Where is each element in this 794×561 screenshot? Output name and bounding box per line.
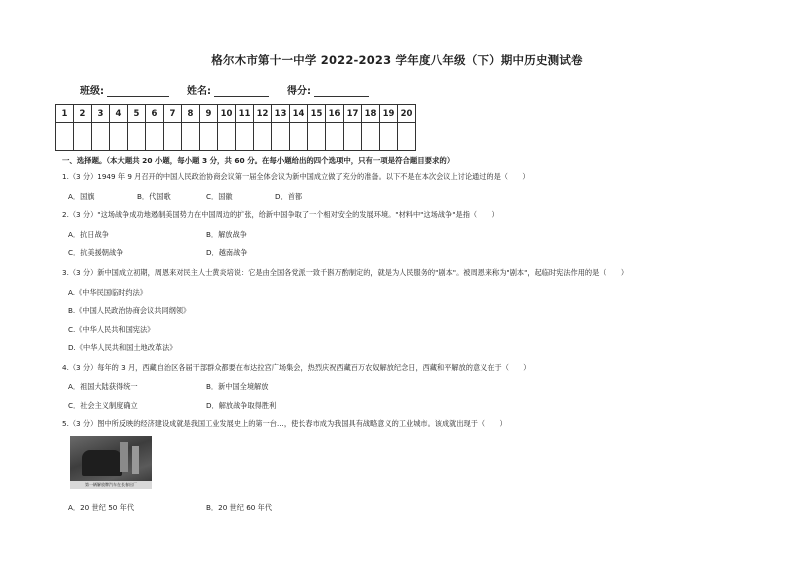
question-3-option-a[interactable]: A.《中华民国临时约法》 bbox=[68, 288, 147, 297]
answer-cell[interactable] bbox=[164, 123, 182, 151]
crowd-shape bbox=[132, 446, 139, 474]
photo-caption: 第一辆解放牌汽车在长春出厂 bbox=[70, 481, 152, 489]
answer-cell[interactable] bbox=[308, 123, 326, 151]
question-3-option-c[interactable]: C.《中华人民共和国宪法》 bbox=[68, 325, 155, 334]
answer-cell[interactable] bbox=[272, 123, 290, 151]
question-5-option-a[interactable]: A．20 世纪 50 年代 bbox=[68, 503, 135, 512]
question-3-option-b[interactable]: B.《中国人民政治协商会议共同纲领》 bbox=[68, 306, 191, 315]
score-label: 得分: bbox=[287, 86, 311, 97]
question-1-stem: 1.（3 分）1949 年 9 月召开的中国人民政治协商会议第一届全体会议为新中国成立做了充分的准备。以下不是在本次会议上讨论通过的是（ ） bbox=[62, 172, 530, 181]
answer-cell[interactable] bbox=[110, 123, 128, 151]
answer-number: 3 bbox=[92, 105, 110, 123]
answer-cell[interactable] bbox=[146, 123, 164, 151]
question-2-option-c[interactable]: C．抗美援朝战争 bbox=[68, 248, 124, 257]
answer-number: 2 bbox=[74, 105, 92, 123]
answer-number: 20 bbox=[398, 105, 416, 123]
exam-title: 格尔木市第十一中学 2022-2023 学年度八年级（下）期中历史测试卷 bbox=[211, 53, 583, 67]
score-field[interactable] bbox=[287, 82, 369, 97]
answer-number: 13 bbox=[272, 105, 290, 123]
answer-number: 15 bbox=[308, 105, 326, 123]
answer-cell[interactable] bbox=[398, 123, 416, 151]
answer-number: 4 bbox=[110, 105, 128, 123]
answer-number: 6 bbox=[146, 105, 164, 123]
answer-cell[interactable] bbox=[92, 123, 110, 151]
crowd-shape bbox=[120, 442, 128, 472]
answer-cell[interactable] bbox=[326, 123, 344, 151]
question-5-option-b[interactable]: B．20 世纪 60 年代 bbox=[206, 503, 273, 512]
question-2-option-d[interactable]: D．越南战争 bbox=[206, 248, 248, 257]
question-5-stem: 5.（3 分）图中所反映的经济建设成就是我国工业发展史上的第一台...，使长春市成为我国具有战略意义的工业城市。该成就出现于（ ） bbox=[62, 419, 507, 428]
truck-shape bbox=[82, 450, 122, 476]
answer-number: 7 bbox=[164, 105, 182, 123]
question-2-option-b[interactable]: B．解放战争 bbox=[206, 230, 247, 239]
answer-cell[interactable] bbox=[254, 123, 272, 151]
class-blank[interactable] bbox=[107, 85, 169, 97]
name-blank[interactable] bbox=[214, 85, 269, 97]
answer-cell[interactable] bbox=[56, 123, 74, 151]
answer-number: 16 bbox=[326, 105, 344, 123]
question-4-option-a[interactable]: A．祖国大陆获得统一 bbox=[68, 382, 138, 391]
answer-table bbox=[55, 104, 416, 151]
question-4-option-b[interactable]: B．新中国全境解放 bbox=[206, 382, 269, 391]
question-4-stem: 4.（3 分）每年的 3 月，西藏自治区各届干部群众都要在布达拉宫广场集会，热烈庆祝西藏百万农奴解放纪念日，西藏和平解放的意义在于（ ） bbox=[62, 363, 531, 372]
section-heading: 一、选择题。（本大题共 20 小题，每小题 3 分，共 60 分。在每小题给出的四个选项中，只有一项是符合题目要求的） bbox=[62, 156, 455, 165]
answer-cell[interactable] bbox=[128, 123, 146, 151]
name-label: 姓名: bbox=[187, 86, 211, 97]
answer-number: 18 bbox=[362, 105, 380, 123]
answer-cell[interactable] bbox=[74, 123, 92, 151]
answer-table-blank-row bbox=[56, 123, 416, 151]
answer-number: 11 bbox=[236, 105, 254, 123]
answer-cell[interactable] bbox=[362, 123, 380, 151]
question-2-stem: 2.（3 分）"这场战争成功地遏制美国势力在中国周边的扩张，给新中国争取了一个相对安全的发展环境。"材料中"这场战争"是指（ ） bbox=[62, 210, 499, 219]
score-blank[interactable] bbox=[314, 85, 369, 97]
answer-number: 19 bbox=[380, 105, 398, 123]
answer-number: 9 bbox=[200, 105, 218, 123]
answer-cell[interactable] bbox=[380, 123, 398, 151]
student-info-row bbox=[80, 82, 387, 97]
answer-number: 17 bbox=[344, 105, 362, 123]
truck-factory-photo bbox=[70, 436, 152, 489]
class-label: 班级: bbox=[80, 86, 104, 97]
answer-number: 8 bbox=[182, 105, 200, 123]
answer-cell[interactable] bbox=[182, 123, 200, 151]
answer-number: 12 bbox=[254, 105, 272, 123]
question-3-option-d[interactable]: D.《中华人民共和国土地改革法》 bbox=[68, 343, 177, 352]
question-1-option-b[interactable]: B．代国歌 bbox=[137, 192, 171, 201]
question-4-option-c[interactable]: C．社会主义制度确立 bbox=[68, 401, 138, 410]
question-1-option-d[interactable]: D．首都 bbox=[275, 192, 303, 201]
name-field[interactable] bbox=[187, 82, 269, 97]
answer-cell[interactable] bbox=[218, 123, 236, 151]
answer-number: 5 bbox=[128, 105, 146, 123]
answer-cell[interactable] bbox=[200, 123, 218, 151]
answer-number: 14 bbox=[290, 105, 308, 123]
answer-cell[interactable] bbox=[290, 123, 308, 151]
answer-number: 1 bbox=[56, 105, 74, 123]
question-1-option-c[interactable]: C．国徽 bbox=[206, 192, 233, 201]
class-field[interactable] bbox=[80, 82, 169, 97]
answer-cell[interactable] bbox=[344, 123, 362, 151]
answer-cell[interactable] bbox=[236, 123, 254, 151]
question-4-option-d[interactable]: D．解放战争取得胜利 bbox=[206, 401, 277, 410]
answer-number: 10 bbox=[218, 105, 236, 123]
question-3-stem: 3.（3 分）新中国成立初期，周恩来对民主人士黄炎培说：它是由全国各党派一致千斟万酌制定的，就是为人民服务的"剧本"。被周恩来称为"剧本"，起临时宪法作用的是（ ） bbox=[62, 268, 629, 277]
question-1-option-a[interactable]: A．国旗 bbox=[68, 192, 95, 201]
answer-table-number-row bbox=[56, 105, 416, 123]
question-2-option-a[interactable]: A．抗日战争 bbox=[68, 230, 109, 239]
